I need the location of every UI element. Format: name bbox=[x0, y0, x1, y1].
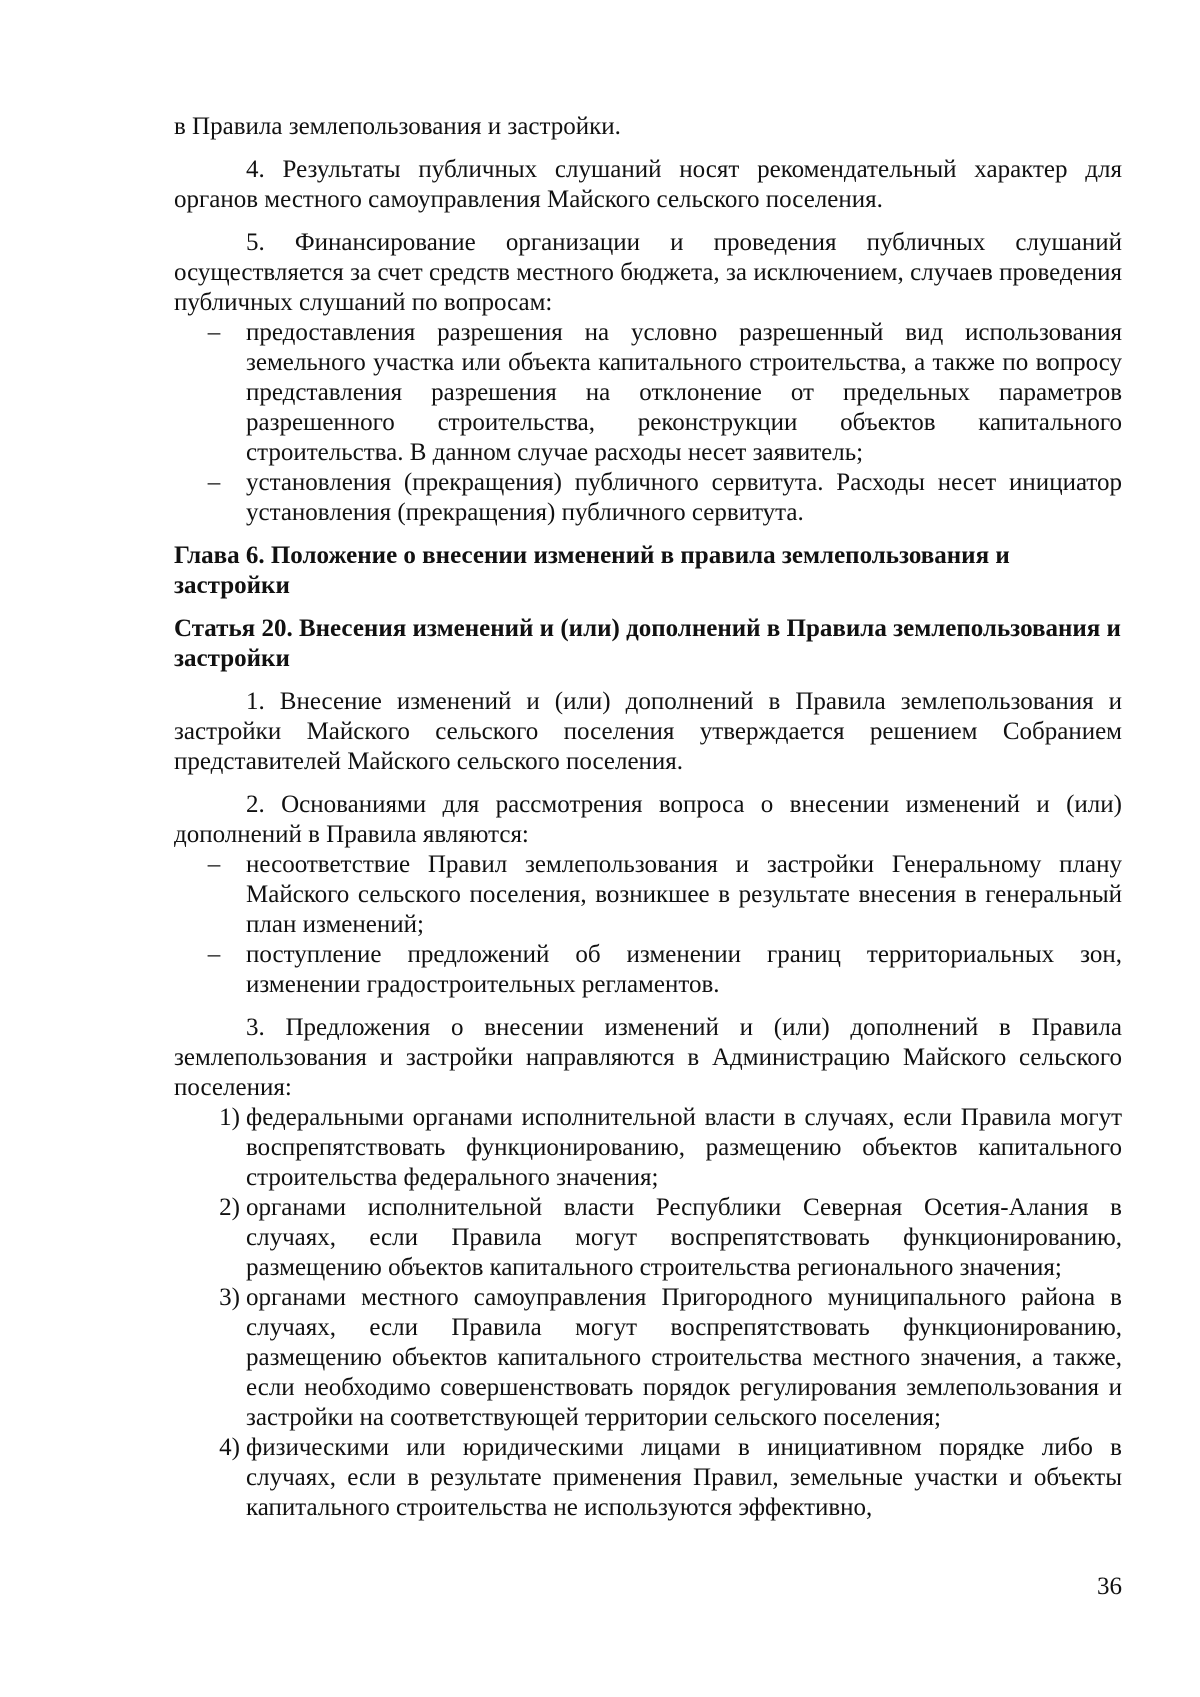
article-heading: Статья 20. Внесения изменений и (или) дополнений в Правила землепользования и застройки bbox=[174, 615, 1121, 672]
list-item bbox=[174, 1433, 1122, 1523]
list-item-text: установления (прекращения) публичного сервитута. Расходы несет инициатор установления (прекращения) публичного сервитута. bbox=[246, 469, 1122, 526]
intro-line: в Правила землепользования и застройки. bbox=[174, 113, 621, 140]
list-item-text: предоставления разрешения на условно разрешенный вид использования земельного участка или объекта капитального строительства, а также по вопросу представления разрешения на отклонение от предельных параметров разрешенного строительства, реконструкции объектов капитального строительства. В данном случае расходы несет заявитель; bbox=[246, 319, 1122, 466]
list-number: 4) bbox=[219, 1434, 240, 1461]
article-paragraph-3-list bbox=[174, 1103, 1122, 1523]
article-paragraph-2: 2. Основаниями для рассмотрения вопроса о внесении изменений и (или) дополнений в Правила являются: bbox=[174, 791, 1122, 848]
article-paragraph-3: 3. Предложения о внесении изменений и (или) дополнений в Правила землепользования и застройки направляются в Администрацию Майского сельского поселения: bbox=[174, 1014, 1122, 1101]
dash-marker: – bbox=[207, 941, 221, 968]
list-item bbox=[174, 1193, 1122, 1283]
list-item-text: органами местного самоуправления Пригородного муниципального района в случаях, если Правила могут воспрепятствовать функционированию, размещению объектов капитального строительства местного значения, а также, если необходимо совершенствовать порядок регулирования землепользования и застройки на соответствующей территории сельского поселения; bbox=[246, 1284, 1122, 1431]
list-item bbox=[174, 1283, 1122, 1433]
list-item bbox=[174, 940, 1122, 1000]
list-item-text: физическими или юридическими лицами в инициативном порядке либо в случаях, если в результате применения Правил, земельные участки и объекты капитального строительства не используются эффективно, bbox=[246, 1434, 1122, 1521]
list-item bbox=[174, 1103, 1122, 1193]
dash-marker: – bbox=[207, 319, 221, 346]
list-item bbox=[174, 468, 1122, 528]
list-item-text: федеральными органами исполнительной власти в случаях, если Правила могут воспрепятствовать функционированию, размещению объектов капитального строительства федерального значения; bbox=[246, 1104, 1122, 1191]
paragraph-5-list bbox=[174, 318, 1122, 528]
list-number: 1) bbox=[219, 1104, 240, 1131]
paragraph-4: 4. Результаты публичных слушаний носят рекомендательный характер для органов местного самоуправления Майского сельского поселения. bbox=[174, 156, 1122, 213]
paragraph-5: 5. Финансирование организации и проведения публичных слушаний осуществляется за счет средств местного бюджета, за исключением, случаев проведения публичных слушаний по вопросам: bbox=[174, 229, 1122, 316]
list-item-text: органами исполнительной власти Республики Северная Осетия-Алания в случаях, если Правила могут воспрепятствовать функционированию, размещению объектов капитального строительства регионального значения; bbox=[246, 1194, 1122, 1281]
list-item-text: поступление предложений об изменении границ территориальных зон, изменении градостроительных регламентов. bbox=[246, 941, 1122, 998]
dash-marker: – bbox=[207, 469, 221, 496]
list-number: 2) bbox=[219, 1194, 240, 1221]
list-item bbox=[174, 850, 1122, 940]
article-paragraph-1: 1. Внесение изменений и (или) дополнений в Правила землепользования и застройки Майского сельского поселения утверждается решением Собранием представителей Майского сельского поселения. bbox=[174, 688, 1122, 775]
list-item bbox=[174, 318, 1122, 468]
page-number: 36 bbox=[1097, 1573, 1122, 1600]
dash-marker: – bbox=[207, 851, 221, 878]
article-paragraph-2-list bbox=[174, 850, 1122, 1000]
chapter-heading: Глава 6. Положение о внесении изменений в правила землепользования и застройки bbox=[174, 542, 1010, 599]
document-page bbox=[174, 112, 1122, 1523]
list-item-text: несоответствие Правил землепользования и застройки Генеральному плану Майского сельского поселения, возникшее в результате внесения в генеральный план изменений; bbox=[246, 851, 1122, 938]
list-number: 3) bbox=[219, 1284, 240, 1311]
